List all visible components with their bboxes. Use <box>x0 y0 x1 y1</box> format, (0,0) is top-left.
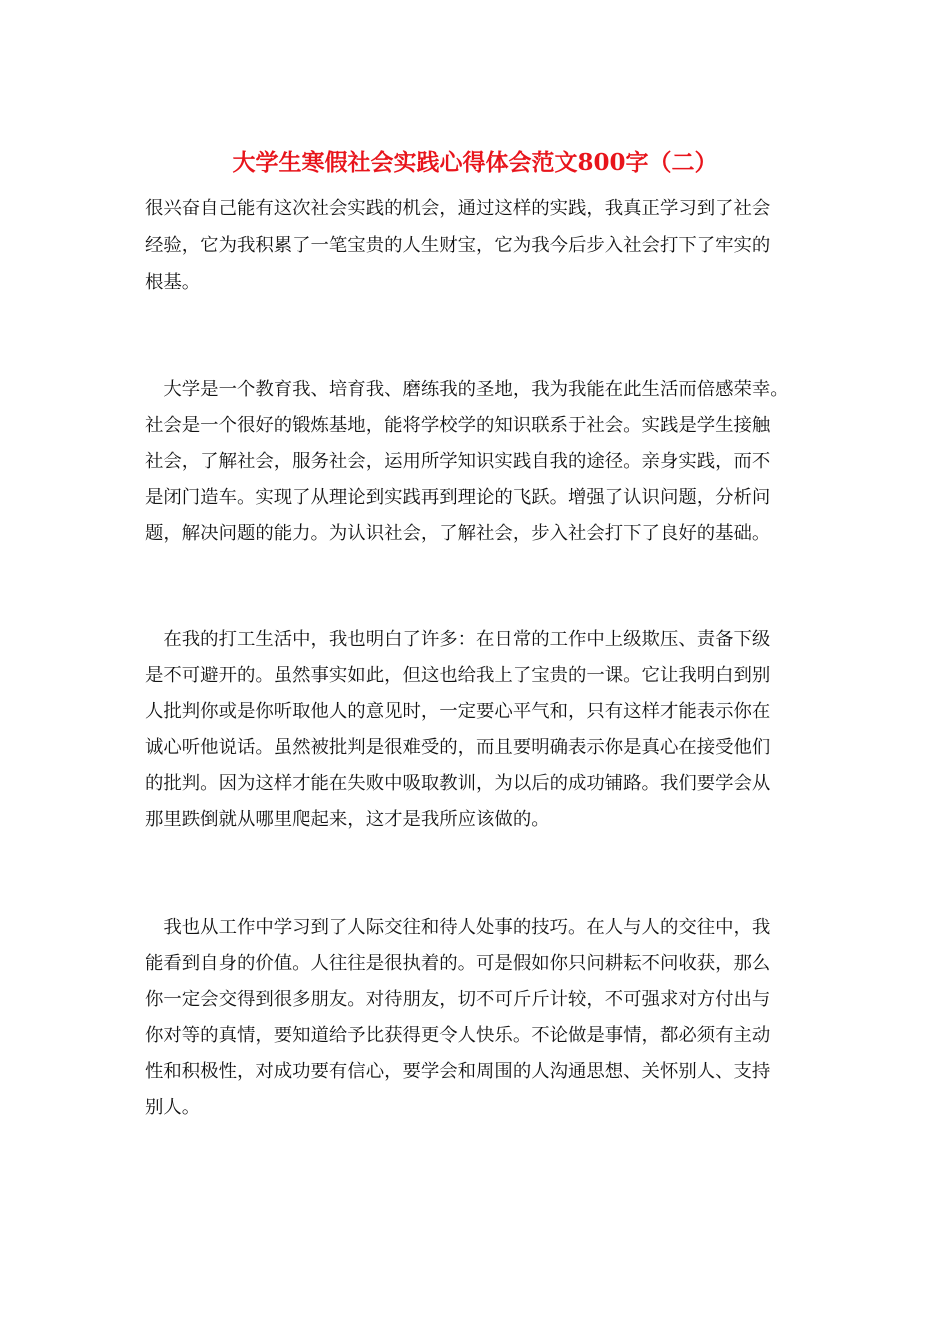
paragraph-line: 能看到自身的价值。人往往是很执着的。可是假如你只问耕耘不问收获，那么 <box>145 953 771 974</box>
paragraph-line: 经验，它为我积累了一笔宝贵的人生财宝，它为我今后步入社会打下了牢实的 <box>145 235 771 256</box>
paragraph-line: 的批判。因为这样才能在失败中吸取教训，为以后的成功铺路。我们要学会从 <box>145 773 771 794</box>
paragraph-line: 性和积极性，对成功要有信心，要学会和周围的人沟通思想、关怀别人、支持 <box>145 1061 771 1082</box>
document-title: 大学生寒假社会实践心得体会范文800字（二） <box>232 149 718 176</box>
paragraph-line: 别人。 <box>145 1097 201 1118</box>
paragraph-line: 社会，了解社会，服务社会，运用所学知识实践自我的途径。亲身实践，而不 <box>145 451 771 472</box>
paragraph-line: 根基。 <box>145 272 201 293</box>
paragraph-line: 你对等的真情，要知道给予比获得更令人快乐。不论做是事情，都必须有主动 <box>145 1025 771 1046</box>
paragraph-line: 很兴奋自己能有这次社会实践的机会，通过这样的实践，我真正学习到了社会 <box>145 198 771 219</box>
paragraph-1 <box>145 190 817 301</box>
paragraph-3 <box>145 622 817 838</box>
paragraph-line: 我也从工作中学习到了人际交往和待人处事的技巧。在人与人的交往中，我 <box>145 917 771 938</box>
paragraph-line: 你一定会交得到很多朋友。对待朋友，切不可斤斤计较，不可强求对方付出与 <box>145 989 771 1010</box>
paragraph-2 <box>145 372 817 552</box>
paragraph-line: 在我的打工生活中，我也明白了许多：在日常的工作中上级欺压、责备下级 <box>145 629 771 650</box>
paragraph-line: 人批判你或是你听取他人的意见时，一定要心平气和，只有这样才能表示你在 <box>145 701 771 722</box>
paragraph-4 <box>145 910 817 1126</box>
paragraph-line: 诚心听他说话。虽然被批判是很难受的，而且要明确表示你是真心在接受他们 <box>145 737 771 758</box>
paragraph-line: 是闭门造车。实现了从理论到实践再到理论的飞跃。增强了认识问题，分析问 <box>145 487 771 508</box>
paragraph-line: 题，解决问题的能力。为认识社会，了解社会，步入社会打下了良好的基础。 <box>145 523 771 544</box>
paragraph-line: 是不可避开的。虽然事实如此，但这也给我上了宝贵的一课。它让我明白到别 <box>145 665 771 686</box>
paragraph-line: 那里跌倒就从哪里爬起来，这才是我所应该做的。 <box>145 809 550 830</box>
paragraph-line: 大学是一个教育我、培育我、磨练我的圣地，我为我能在此生活而倍感荣幸。 <box>145 379 789 400</box>
paragraph-line: 社会是一个很好的锻炼基地，能将学校学的知识联系于社会。实践是学生接触 <box>145 415 771 436</box>
